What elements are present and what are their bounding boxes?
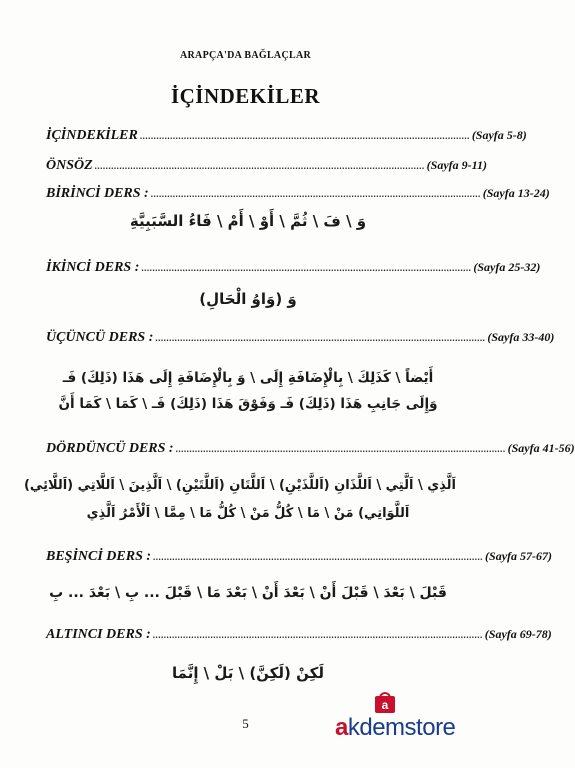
lesson-4-arabic-line-1: اَلَّذِي \ اَلَّتِي \ اَللَّذَانِ (اَللَّذَيْنِ) \ اَللَّتَانِ (اَللَّتَيْنِ) \ اَلَّذِينَ \ اَللَّاتِي (اَللَّائِي) [23, 478, 456, 493]
page-number: 5 [242, 716, 249, 731]
toc-label: BEŞİNCİ DERS : [46, 549, 152, 564]
page-title: İÇİNDEKİLER [170, 84, 321, 108]
toc-pages: (Sayfa 9-11) [426, 158, 487, 172]
toc-entry-icindekiler [46, 128, 527, 146]
leader-dots: ........................................................................................................................ [155, 333, 486, 343]
logo-wordmark-rest: kdemstore [347, 714, 456, 741]
leader-dots: ........................................................................................................................ [150, 189, 481, 199]
leader-dots: ........................................................................................................................ [152, 630, 483, 640]
toc-label: ÜÇÜNCÜ DERS : [46, 330, 154, 345]
toc-pages: (Sayfa 41-56) [507, 441, 575, 455]
toc-entry-lesson-3 [46, 330, 555, 348]
lesson-3-arabic-line-2: وَإِلَى جَانِبِ هَذَا (ذَلِكَ) فَـ وَفَوْقَ هَذَا (ذَلِكَ) فَـ \ كَمَا \ كَمَا أَنَّ [58, 396, 438, 412]
leader-dots: ........................................................................................................................ [139, 131, 470, 141]
lesson-3-arabic-line-1: أَيْضاً \ كَذَلِكَ \ بِالْإِضَافَةِ إِلَى \ وَ بِالْإِضَافَةِ إِلَى هَذَا (ذَلِكَ) فَـ [62, 370, 434, 386]
lesson-5-arabic: قَبْلَ \ بَعْدَ \ قَبْلَ أَنْ \ بَعْدَ أَنْ \ بَعْدَ مَا \ قَبْلَ ... بِ \ بَعْدَ ... بِ [49, 585, 447, 601]
leader-dots: ........................................................................................................................ [141, 263, 472, 273]
toc-entry-lesson-6 [46, 627, 552, 645]
toc-label: DÖRDÜNCÜ DERS : [46, 441, 174, 456]
toc-pages: (Sayfa 33-40) [487, 330, 555, 344]
toc-pages: (Sayfa 5-8) [471, 128, 527, 142]
book-a-icon [372, 690, 398, 716]
toc-label: ÖNSÖZ [46, 158, 93, 173]
akdemstore-logo [335, 690, 485, 750]
toc-pages: (Sayfa 25-32) [473, 260, 541, 274]
toc-label: BİRİNCİ DERS : [46, 186, 149, 201]
leader-dots: ........................................................................................................................ [175, 444, 506, 454]
toc-entry-onsoz [46, 158, 487, 176]
logo-letter-a: a [335, 714, 348, 741]
lesson-2-arabic: وَ (وَاوُ الْحَالِ) [199, 290, 297, 308]
leader-dots: ........................................................................................................................ [94, 161, 425, 171]
toc-entry-lesson-5 [46, 549, 553, 567]
toc-entry-lesson-1 [46, 186, 550, 204]
toc-label: İÇİNDEKİLER [46, 128, 138, 143]
logo-wordmark [335, 714, 485, 744]
svg-text:a: a [381, 698, 389, 712]
lesson-6-arabic: لَكِنْ (لَكِنَّ) \ بَلْ \ إِنَّمَا [172, 664, 324, 682]
toc-label: İKİNCİ DERS : [46, 260, 140, 275]
toc-pages: (Sayfa 13-24) [482, 186, 550, 200]
leader-dots: ........................................................................................................................ [153, 552, 484, 562]
toc-entry-lesson-4 [46, 441, 575, 459]
toc-entry-lesson-2 [46, 260, 541, 278]
lesson-4-arabic-line-2: اَللَّوَاتِي) مَنْ \ مَا \ كُلُّ مَنْ \ كُلُّ مَا \ مِمَّا \ اَلْأَمْرُ اَلَّذِي [86, 506, 410, 521]
toc-pages: (Sayfa 69-78) [484, 627, 552, 641]
running-header: ARAPÇA'DA BAĞLAÇLAR [180, 50, 311, 61]
lesson-1-arabic: وَ \ فَ \ ثُمَّ \ أَوْ \ أَمْ \ فَاءُ السَّبَبِيَّةِ [129, 212, 367, 230]
toc-pages: (Sayfa 57-67) [485, 549, 553, 563]
toc-label: ALTINCI DERS : [46, 627, 151, 642]
